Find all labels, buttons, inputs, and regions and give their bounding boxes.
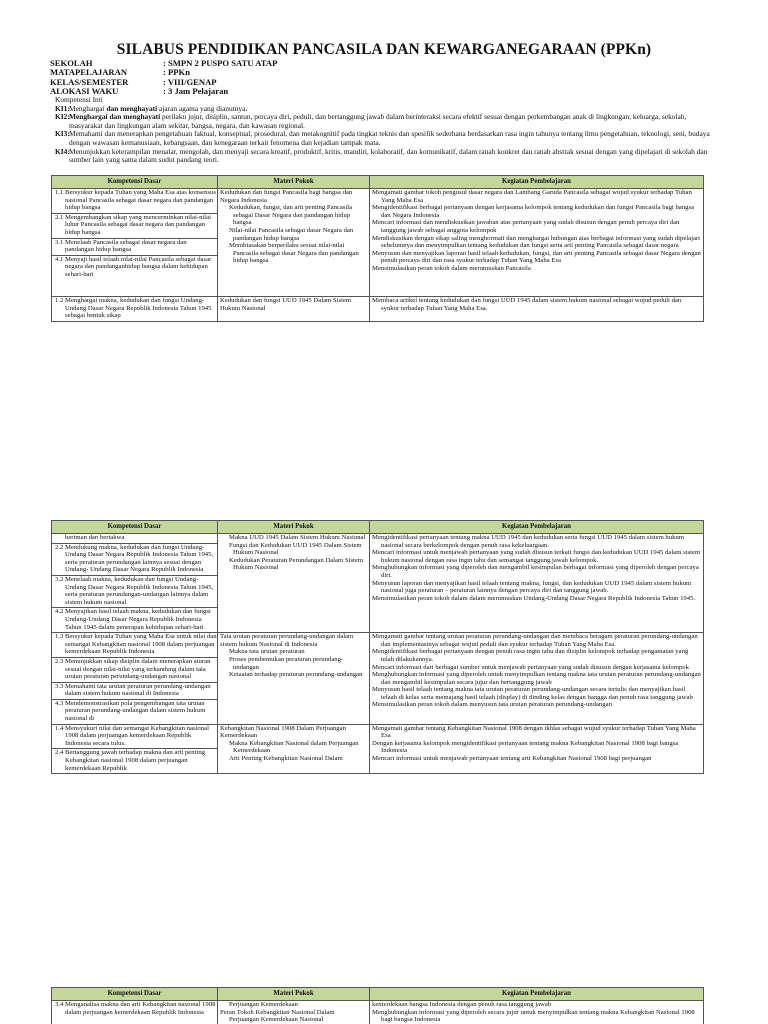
school-info <box>50 59 277 97</box>
mp-item: Perjuangan Kemerdekaan <box>229 1001 298 1008</box>
kd-item <box>52 189 217 214</box>
kd-number: 1.3 <box>55 633 64 641</box>
ki-item <box>55 130 715 147</box>
kd-cell <box>52 724 218 774</box>
kd-item <box>52 725 217 750</box>
kd-number: 1.1 <box>55 189 64 196</box>
kp-item: Mengamati gambar tentang urutan peraturan perundang-undangan dan membaca beragam peraturan perundang-undangan dan implementasinya sebagai wujud peduli dan syukur terhadap Tuhan Yang Maha Esa. <box>372 633 698 648</box>
kd-item <box>52 239 217 256</box>
kd-number: 3.1 <box>55 238 64 246</box>
kp-item: kemerdekaan bangsa Indonesia dengan penuh rasa tanggung jawab <box>372 1001 552 1008</box>
kp-cell <box>370 1001 704 1024</box>
info-label: ALOKASI WAKU <box>50 86 119 97</box>
kd-text: Menganalisa makna dan arti Kebangkitan nasional 1908 dalam perjuangan kemerdekaan Republik Indonesia <box>65 1001 216 1016</box>
kd-item <box>52 683 217 700</box>
kp-item: Mensimulasikan peran tokoh dalam dalam merumuskan Undang-Undang Dasar Negara Republik Indonesia Tahun 1945. <box>372 594 696 602</box>
kd-item <box>52 214 217 239</box>
kd-item <box>52 658 217 683</box>
ki-code: KI4: <box>55 146 70 156</box>
kp-item: Mencari informasi dan mendiskusikan jawaban atas pertanyaan yang sudah disusun dengan penuh percaya diri dan tanggung jawab sebagai anggota kelompok <box>372 219 680 234</box>
kd-text: Menyajikan hasil telaah makna, kedudukan dan fungsi Undang-Undang Dasar Negara Republik Indonesia Tahun 1945 dalam penerapan kehidupan sehari-hari <box>65 608 211 631</box>
kp-cell <box>370 534 704 633</box>
kp-item: Menghubungkan informasi yang diperoleh dan mengambil kesimpulan berbagai informasi yang diperoleh dengan percaya diri. <box>372 564 699 579</box>
kompetensi-inti <box>55 96 715 165</box>
kd-text: Menyaji hasil telaah nilai-nilai Pancasila sebagai dasar negara dan pandanganhidup bangsa dalam kehidupan sehari-hari <box>65 255 212 278</box>
kp-item: Dengan kerjasama kelompok mengidentifikasi pertanyaan tentang makna Kebangkitan Nasional 1908 bagi bangsa Indonesia <box>372 739 679 755</box>
mp-item: Fungsi dan Kedudukan UUD 1945 Dalam Sistem Hukum Nasional <box>229 541 362 557</box>
kd-text: Mendukung makna, kedudukan dan fungsi Undang-Undang Dasar Negara Republik Indonesia Tahun 1945, serta peraturan perundangan lainnya sesuai dengan Undang- Undang Dasar Negara Republik Indonesia <box>65 543 214 574</box>
kd-text: Bertanggung jawab terhadap makna dan arti penting Kebangkitan nasional 1908 dalam perjuangan kemerdekaan Republik <box>65 749 206 772</box>
kd-text: Memahami tata urutan peraturan perundang-undangan dalam sistem hukum nasional di Indonesia <box>65 682 211 698</box>
kp-item: Mensimulasikan peran tokoh dalam merumuskan Pancasila <box>372 264 531 272</box>
kp-item: Mengidentifikasi berbagai pertanyaan dengan penuh rasa ingin tahu dan disiplin kelompok terhadap pengamatan yang telah dilakukannya. <box>372 648 689 663</box>
kd-cell <box>52 189 218 297</box>
kp-cell <box>370 189 704 297</box>
kp-cell <box>370 633 704 725</box>
kd-item <box>52 1001 217 1017</box>
kd-text: Mensyukuri nilai dan semangat Kebangkitan nasional 1908 dalam perjuangan kemerdekaan Republik Indonesia secara tulus. <box>65 724 209 747</box>
header-materi-pokok: Materi Pokok <box>218 176 370 189</box>
silabus-table-1 <box>51 175 704 322</box>
header-kegiatan-pembelajaran: Kegiatan Pembelajaran <box>370 521 704 534</box>
kd-item <box>52 256 217 280</box>
table-row <box>52 297 704 322</box>
kp-item: Mendiskusikan dengan sikap saling menghormati dan menghargai hubungan atas berbagai informasi yang sudah dipelajari sebelumnya dan menyimpulkan tentang kedudukan dan fungsi serta arti penting Pancasila sebagai dasar negara <box>372 234 701 250</box>
mp-item: Ketaatan terhadap peraturan perundang-undangan <box>229 671 363 679</box>
kp-cell <box>370 297 704 322</box>
mp-item: Perjuangan Kemerdekaan Nasional <box>229 1016 324 1024</box>
mp-item: Proses pembentukan peraturan perundang-undangan <box>229 655 344 671</box>
kp-cell <box>370 724 704 774</box>
info-value: : VIII/GENAP <box>163 76 217 87</box>
kd-number: 3.3 <box>55 682 64 690</box>
header-kompetensi-dasar: Kompetensi Dasar <box>52 176 218 189</box>
info-label: KELAS/SEMESTER <box>50 76 129 87</box>
kd-number: 3.4 <box>55 1001 64 1008</box>
header-materi-pokok: Materi Pokok <box>218 988 370 1001</box>
ki-item <box>55 148 715 165</box>
kp-item: Mengidentifikasi pertanyaan tentang makna UUD 1945 dan kedudukan serta fungsi UUD 1945 dalam sistem hukum nasional secara berkelompok dengan penuh rasa kekeluargaan. <box>372 534 685 549</box>
kd-text: Menelaah makna, kedudukan dan fungsi Undang-Undang Dasar Negara Republik Indonesia Tahun 1945, serta peraturan perundangan-undangan lainnya dalam sistem hukum nasional <box>65 575 214 606</box>
table-header-row <box>52 521 704 534</box>
header-kegiatan-pembelajaran: Kegiatan Pembelajaran <box>370 988 704 1001</box>
table-row <box>52 724 704 774</box>
kd-item <box>52 544 217 576</box>
kd-text: Mendemonstrasikan pola pengembangan tata urutan peraturan perundang-undangan dalam sistem hukum nasional di <box>65 699 206 723</box>
silabus-table-3 <box>51 987 704 1024</box>
kd-text: Menghargai makna, kedudukan dan fungsi Undang-Undang Dasar Negara Republik Indonesia Tahun 1945 sebagai bentuk sikap <box>65 297 212 320</box>
kp-item: Mencari informasi untuk menjawab pertanyaan tentang arti Kebangkitan Nasional 1908 bagi perjuangan <box>372 755 652 763</box>
kd-item <box>52 608 217 632</box>
kd-number: 4.3 <box>55 699 64 707</box>
silabus-table-2 <box>51 520 704 774</box>
kp-item: Menghubungkan informasi yang diperoleh secara jujur untuk menyimpulkan tentang makna Kebangkitan Nasional 1908 bagi bangsa Indonesia <box>372 1008 695 1024</box>
header-kompetensi-dasar: Kompetensi Dasar <box>52 988 218 1001</box>
silabus-table-3-clip <box>0 987 768 1024</box>
mp-cell <box>218 189 370 297</box>
header-kegiatan-pembelajaran: Kegiatan Pembelajaran <box>370 176 704 189</box>
header-materi-pokok: Materi Pokok <box>218 521 370 534</box>
mp-item: Kedudukan dan fungsi Pancasila bagi bangsa dan Negara Indonesia <box>220 189 353 204</box>
mp-item: Kebangkitan Nasional 1908 Dalam Perjuangan Kemerdekaan <box>220 724 346 740</box>
kp-item: Mencari informasi dari berbagai sumber untuk menjawab pertanyaan yang sudah disusun dengan kerjasama kelompok <box>372 663 689 671</box>
kp-item: Mengamati gambar tentang Kebangkitan Nasional 1908 dengan ikhlas sebagai wujud syukur terhadap Tuhan Yang Maha Esa <box>372 724 696 740</box>
kd-number: 2.3 <box>55 657 64 665</box>
mp-cell <box>218 724 370 774</box>
mp-cell <box>218 297 370 322</box>
info-label: MATAPELAJARAN <box>50 67 128 78</box>
kd-item <box>52 700 217 724</box>
kp-item: Mengidentifikasi berbagai pertanyaan dengan kerjasama kelompok tentang kedudukan dan fungsi Pancasila bagi bangsa dan Negara Indonesia <box>372 204 695 219</box>
kd-item <box>52 749 217 773</box>
kd-item <box>52 576 217 608</box>
kd-text: Menelaah Pancasila sebagai dasar negara dan pandangan hidup bangsa <box>65 238 187 254</box>
header-kompetensi-dasar: Kompetensi Dasar <box>52 521 218 534</box>
table-row <box>52 189 704 297</box>
kp-item: Menghubungkan informasi yang diperoleh untuk menyimpulkan tentang makna tata urutan peraturan perundang-undangan dan mengambil kesimpulan secara jujur dan bertanggung jawab <box>372 671 701 686</box>
mp-item: Peran Tokoh Kebangkitan Nasional Dalam <box>220 1008 335 1016</box>
info-label: SEKOLAH <box>50 58 93 68</box>
kd-item <box>52 297 217 321</box>
kd-number: 2.4 <box>55 749 64 757</box>
page-title: SILABUS PENDIDIKAN PANCASILA DAN KEWARGANEGARAAN (PPKn) <box>116 41 652 58</box>
ki-text: Memahami dan menerapkan pengetahuan faktual, konseptual, prosedural, dan metakognitif pada tingkat teknis dan spesifik sederhana berdasarkan rasa ingin tahunya tentang ilmu pengetahuan, teknologi, seni, budaya dengan wawasan kemanusiaan, kebangsaan, dan kenegaraan terkait fenomena dan kejadian tampak mata. <box>69 129 710 147</box>
ki-code: KI1: <box>55 103 70 113</box>
kd-cell <box>52 534 218 633</box>
table-header-row <box>52 176 704 189</box>
table-row <box>52 1001 704 1024</box>
kd-text: beriman dan bertakwa <box>65 534 125 541</box>
info-value: : 3 Jam Pelajaran <box>163 86 229 97</box>
kd-text: Bersyukur kepada Tuhan yang Maha Esa untuk nilai dan semangat Kebangkitan nasional 1908 dalam perjuangan kemerdekaan Republik Indonesia <box>65 633 217 656</box>
kd-cell <box>52 633 218 725</box>
ki-heading: Kompetensi Inti <box>55 95 103 104</box>
mp-cell <box>218 534 370 633</box>
kp-item: Mengamati gambar tokoh pengusul dasar negara dan Lambang Garuda Pancasila sebagai wujud syukur terhadap Tuhan Yang Maha Esa <box>372 189 692 204</box>
mp-item: Kedudukan, fungsi, dan arti penting Pancasila sebagai Dasar Negara dan pandangan hidup bangsa <box>229 204 353 227</box>
kd-item <box>52 633 217 658</box>
kd-number: 1.2 <box>55 297 64 304</box>
kd-text: Bersyukur kepada Tuhan yang Maha Esa atas konsensus nasional Pancasila sebagai dasar negara dan pandangan hidup bangsa <box>65 189 217 212</box>
kd-number: 4.2 <box>55 608 64 616</box>
info-value: : SMPN 2 PUSPO SATU ATAP <box>163 58 278 68</box>
table-row <box>52 534 704 633</box>
mp-item: Membiasakan berperilaku sesuai nilai-nilai Pancasila sebagai dasar Negara dan pandangan hidup bangsa <box>229 242 359 265</box>
mp-item: Makna tata urutan peraturan <box>229 648 305 656</box>
mp-cell <box>218 633 370 725</box>
kd-number: 2.2 <box>55 543 64 551</box>
kp-item: Menyusun dan menyajikan laporan hasil telaah kedudukan, fungsi, dan arti penting Pancasila sebagai dasar Negara dengan penuh percaya diri dan rasa syukur terhadap Tuhan Yang Maha Esa <box>372 249 701 265</box>
table-header-row <box>52 988 704 1001</box>
ki-text: Menghargai dan menghayati perilaku jujur, disiplin, santun, percaya diri, peduli, dan bertanggung jawab dalam berinteraksi secara efektif sesuai dengan perkembangan anak di lingkungan, keluarga, sekolah, masyarakat dan lingkungan alam sekitar, bangsa, negara, dan kawasan regional. <box>69 112 687 130</box>
mp-item: Makna Kebangkitan Nasional dalam Perjuangan Kemerdekaan <box>229 739 359 755</box>
mp-item: Nilai-nilai Pancasila sebagai dasar Negara dan pandangan hidup bangsa <box>229 226 354 242</box>
ki-code: KI3: <box>55 129 70 139</box>
ki-item <box>55 113 715 130</box>
kp-item: Menyusun hasil telaah tentang makna tata urutan peraturan perundang-undangan secara tertulis dan menyajikan hasil telaah di kelas serta memajang hasil telaah (display) di dinding kelas dengan bangga dan penuh rasa tanggung jawab <box>372 686 693 701</box>
ki-code: KI2: <box>55 112 70 122</box>
table-row <box>52 633 704 725</box>
kp-item: Menyusun laporan dan menyajikan hasil telaah tentang makna, fungsi, dan kedudukan UUD 1945 dalam sistem hukum nasional juga peraturan – peraturan lainnya dengan percaya diri dan tanggung jawab. <box>372 579 692 595</box>
mp-item: Kedudukan Peraturan Perundangan Dalam Sistem Hukum Nasional <box>229 556 364 572</box>
ki-text: Menghargai dan menghayati ajaran agama yang dianutnya. <box>69 103 248 113</box>
kd-cell <box>52 297 218 322</box>
kd-number: 1.4 <box>55 724 64 732</box>
kp-item: Membaca artikel tentang kedudukan dan fungsi UUD 1945 dalam sistem hukum nasional sebagai wujud peduli dan syukur terhadap Tuhan Yang Maha Esa. <box>372 297 682 312</box>
mp-item: Tata urutan peraturan perundang-undangan dalam sistem hukum Nasional di Indonesia <box>220 633 354 648</box>
kd-text: Menunjukkan sikap disiplin dalam menerapkan aturan sesuai dengan nilai-nilai yang terkandung dalam tata urutan peraturan perundang-undangan nasional <box>65 657 211 681</box>
mp-item: Makna UUD 1945 Dalam Sistem Hukum Nasional <box>229 534 366 541</box>
kp-item: Mensimulasikan peran tokoh dalam menyusun tata urutan peraturan perundang-undangan <box>372 701 612 709</box>
kd-number: 3.2 <box>55 575 64 583</box>
kd-number: 4.1 <box>55 255 64 263</box>
mp-cell <box>218 1001 370 1024</box>
kd-number: 2.1 <box>55 213 64 221</box>
kd-cell <box>52 1001 218 1024</box>
kd-text: Mengembangkan sikap yang mencerminkan nilai-nilai luhur Pancasila sebagai dasar negara dan pandangan hidup bangsa <box>65 213 211 236</box>
kd-item <box>52 534 217 544</box>
mp-item: Kedudukan dan fungsi UUD 1945 Dalam Sistem Hukum Nasional <box>220 297 352 312</box>
info-value: : PPKn <box>163 67 190 78</box>
kp-item: Mencari informasi untuk menjawab pertanyaan yang sudah disusun terkait fungsi dan kedudukan UUD 1945 dalam sistem hukum nasional dengan rasa ingin tahu dan semangat tanggung jawab kelompok. <box>372 549 701 564</box>
ki-text: Menunjukkan keterampilan menalar, mengolah, dan menyaji secara kreatif, produktif, kritis, mandiri, kolaboratif, dan komunikatif, dalam ranah konkret dan ranah abstrak sesuai dengan yang dipelajari di sekolah dan sumber lain yang sama dalam sudut pandang teori. <box>69 146 708 165</box>
mp-item: Arti Penting Kebangkitan Nasional Dalam <box>229 755 343 763</box>
